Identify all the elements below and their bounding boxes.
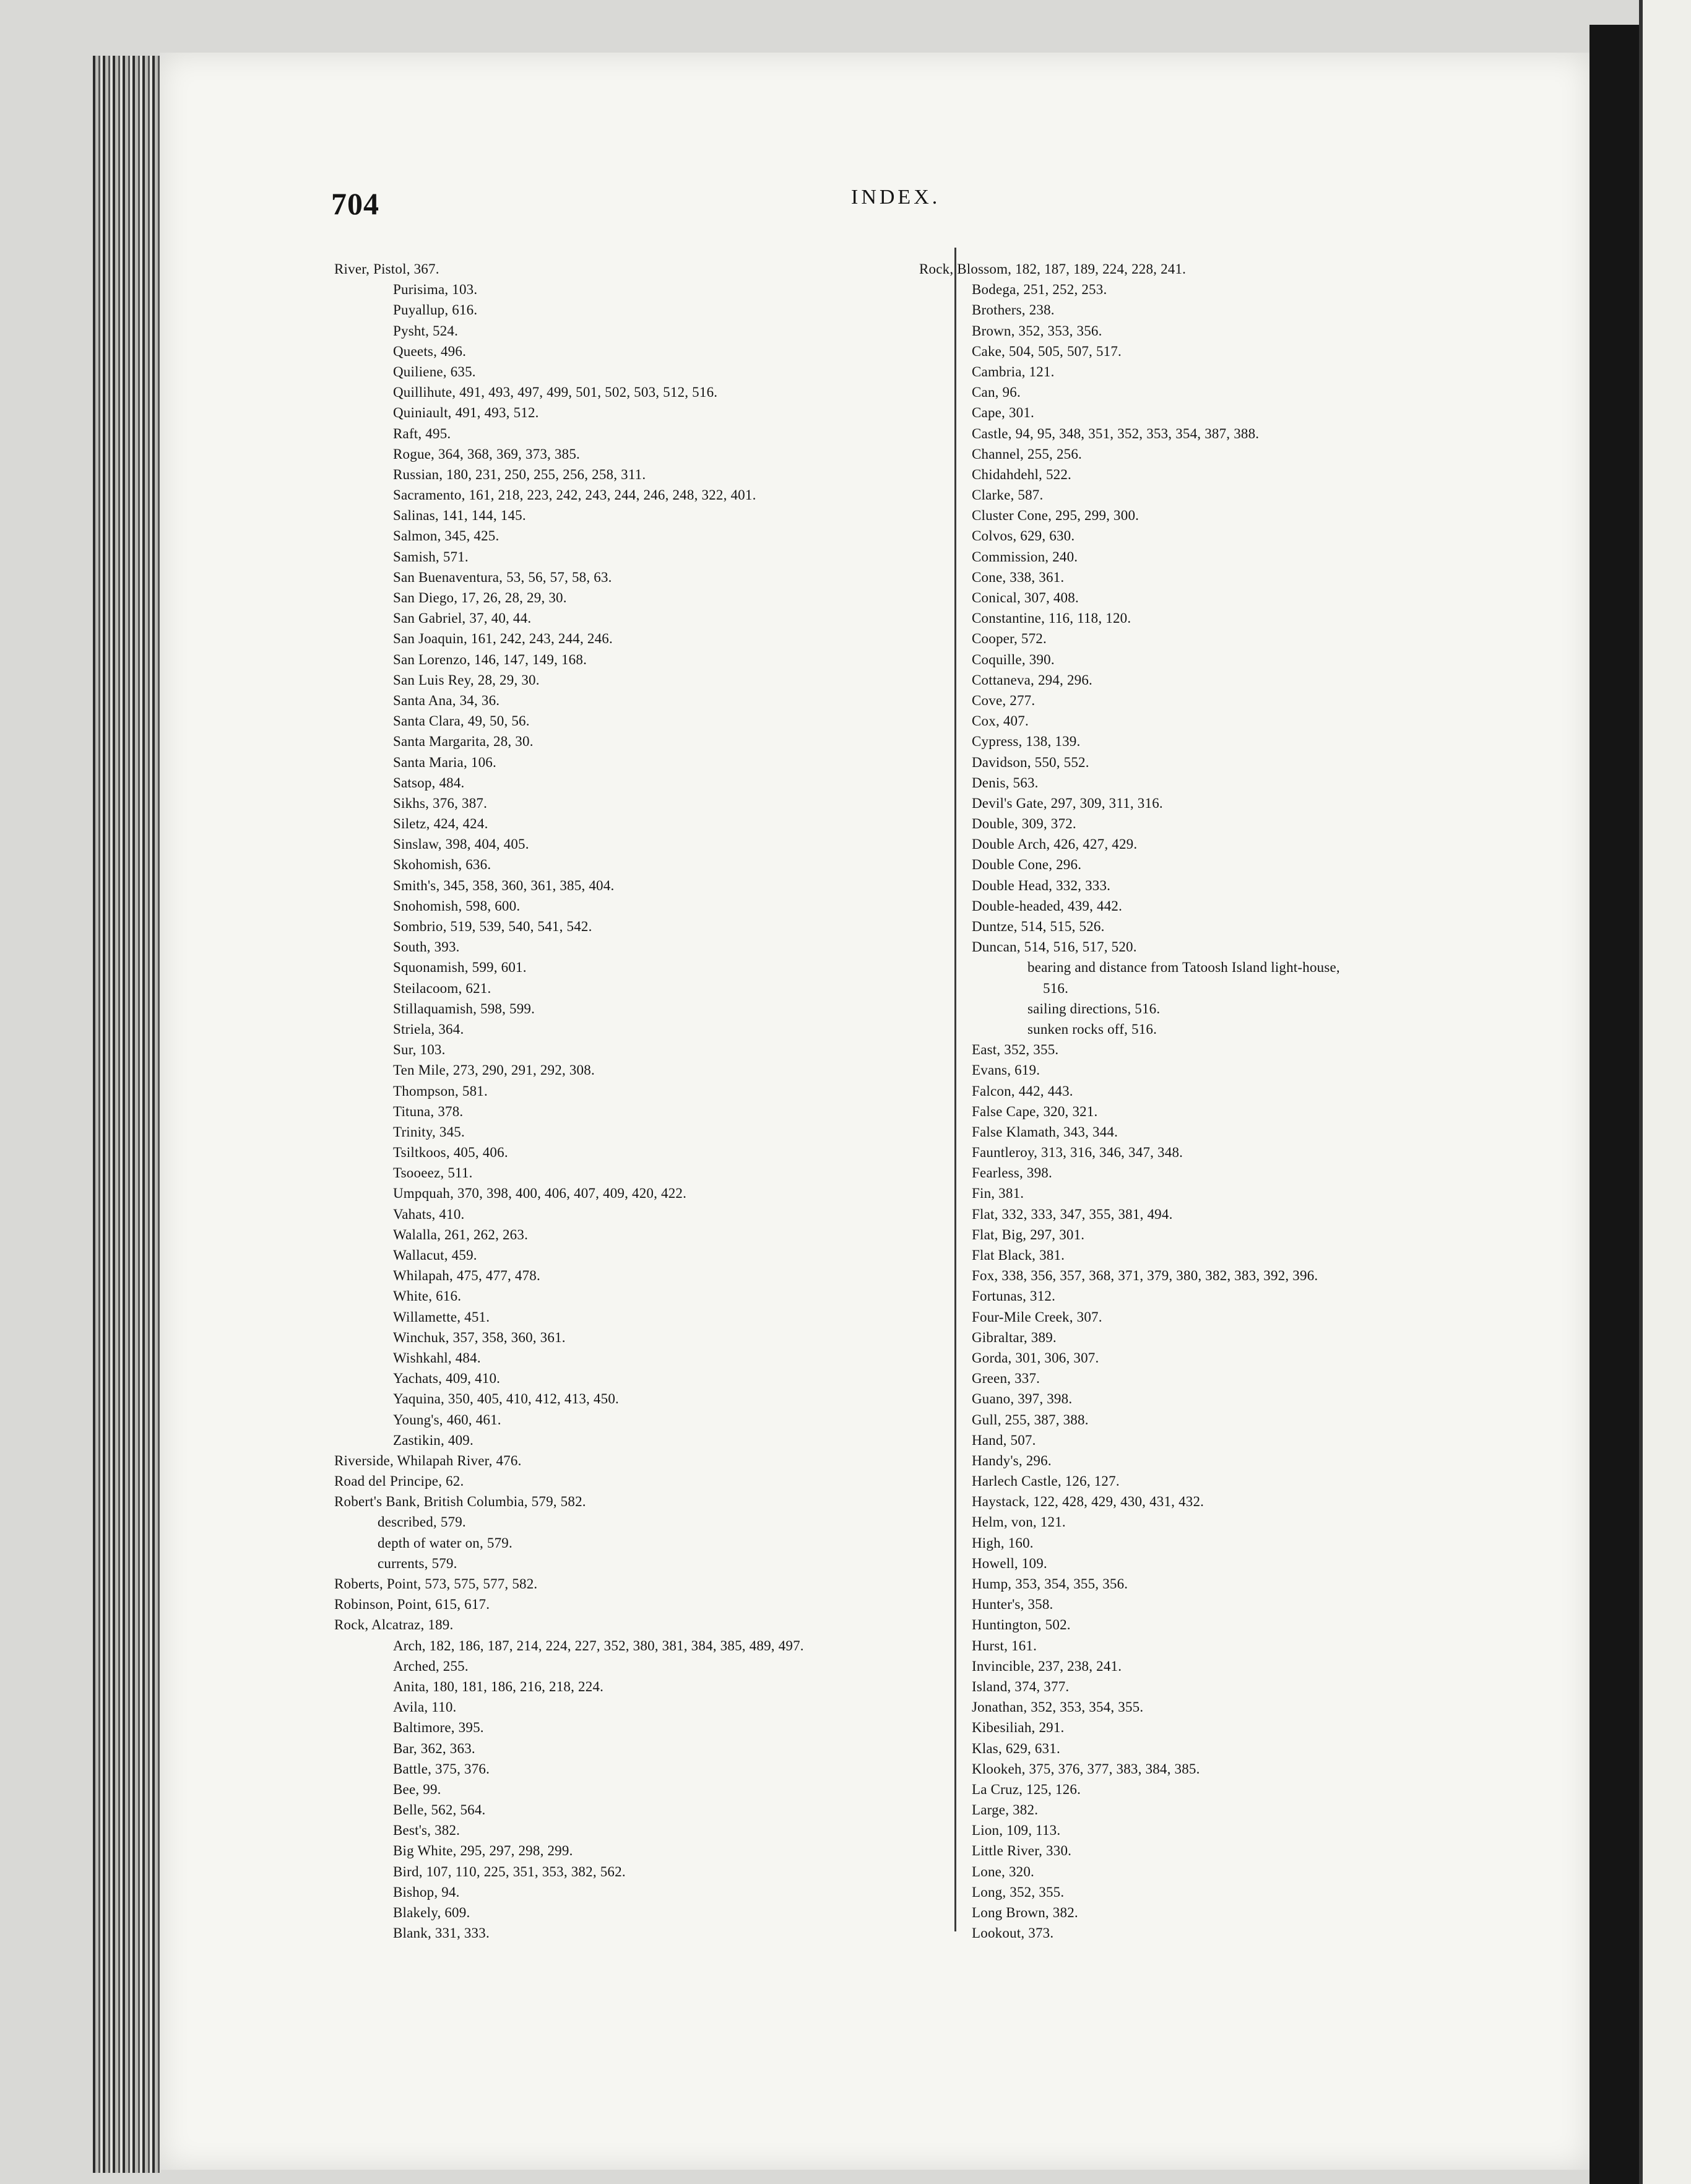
- index-entry: False Klamath, 343, 344.: [972, 1124, 1118, 1140]
- index-entry: Guano, 397, 398.: [972, 1391, 1073, 1407]
- index-entry: Double-headed, 439, 442.: [972, 898, 1123, 914]
- index-entry: Island, 374, 377.: [972, 1678, 1070, 1694]
- index-entry: Klas, 629, 631.: [972, 1740, 1060, 1756]
- index-entry: Hand, 507.: [972, 1432, 1036, 1448]
- index-entry: Fortunas, 312.: [972, 1288, 1056, 1304]
- index-entry: Zastikin, 409.: [393, 1432, 474, 1448]
- index-entry: Cape, 301.: [972, 405, 1035, 421]
- index-entry: Commission, 240.: [972, 548, 1078, 565]
- index-entry: Yachats, 409, 410.: [393, 1371, 501, 1387]
- index-entry: sunken rocks off, 516.: [1027, 1021, 1157, 1037]
- index-entry: Conical, 307, 408.: [972, 590, 1079, 605]
- book-gutter-shadow: [1589, 25, 1639, 2184]
- index-entry: Duncan, 514, 516, 517, 520.: [972, 939, 1137, 955]
- index-entry: San Buenaventura, 53, 56, 57, 58, 63.: [393, 569, 612, 585]
- index-entry: Long, 352, 355.: [972, 1884, 1065, 1900]
- index-entry: Kibesiliah, 291.: [972, 1720, 1065, 1736]
- index-entry: Bodega, 251, 252, 253.: [972, 282, 1107, 298]
- index-entry: Cooper, 572.: [972, 631, 1047, 647]
- index-entry: Cambria, 121.: [972, 363, 1055, 379]
- index-entry: described, 579.: [378, 1514, 466, 1530]
- index-entry: Tsiltkoos, 405, 406.: [393, 1145, 508, 1161]
- index-entry: Yaquina, 350, 405, 410, 412, 413, 450.: [393, 1391, 619, 1407]
- index-entry: Robinson, Point, 615, 617.: [334, 1597, 490, 1613]
- index-entry: Ten Mile, 273, 290, 291, 292, 308.: [393, 1062, 595, 1078]
- index-entry: Willamette, 451.: [393, 1309, 490, 1325]
- index-entry: Sacramento, 161, 218, 223, 242, 243, 244, 246, 248, 322, 401.: [393, 487, 756, 503]
- index-entry: Rock, Blossom, 182, 187, 189, 224, 228, 241.: [919, 261, 1187, 277]
- index-entry: Sur, 103.: [393, 1042, 446, 1058]
- index-entry: Snohomish, 598, 600.: [393, 898, 521, 914]
- index-entry: Wishkahl, 484.: [393, 1350, 481, 1366]
- index-entry: Bishop, 94.: [393, 1884, 460, 1900]
- index-entry: La Cruz, 125, 126.: [972, 1781, 1081, 1797]
- index-entry: Stillaquamish, 598, 599.: [393, 1000, 535, 1016]
- index-entry: Vahats, 410.: [393, 1206, 465, 1222]
- index-entry: Fin, 381.: [972, 1185, 1024, 1202]
- index-entry: Santa Ana, 34, 36.: [393, 692, 500, 708]
- index-entry: Klookeh, 375, 376, 377, 383, 384, 385.: [972, 1761, 1200, 1777]
- index-entry: Blank, 331, 333.: [393, 1925, 490, 1941]
- index-entry: Bar, 362, 363.: [393, 1740, 475, 1756]
- index-entry: Satsop, 484.: [393, 774, 465, 791]
- index-entry: Duntze, 514, 515, 526.: [972, 919, 1105, 934]
- index-entry: Belle, 562, 564.: [393, 1802, 486, 1818]
- index-entry: South, 393.: [393, 939, 460, 955]
- index-entry: Fox, 338, 356, 357, 368, 371, 379, 380, 382, 383, 392, 396.: [972, 1268, 1318, 1284]
- index-entry: Puyallup, 616.: [393, 302, 478, 318]
- index-entry: White, 616.: [393, 1288, 462, 1304]
- index-entry: Four-Mile Creek, 307.: [972, 1309, 1102, 1325]
- index-entry: Whilapah, 475, 477, 478.: [393, 1268, 540, 1284]
- index-entry: San Lorenzo, 146, 147, 149, 168.: [393, 651, 587, 667]
- index-entry: East, 352, 355.: [972, 1042, 1059, 1058]
- index-entry: Anita, 180, 181, 186, 216, 218, 224.: [393, 1678, 604, 1694]
- index-entry: Colvos, 629, 630.: [972, 528, 1075, 544]
- index-entry: Davidson, 550, 552.: [972, 754, 1089, 770]
- index-entry: Falcon, 442, 443.: [972, 1083, 1073, 1099]
- index-entry: Samish, 571.: [393, 548, 469, 565]
- index-entry: Santa Margarita, 28, 30.: [393, 734, 534, 750]
- index-entry: Tituna, 378.: [393, 1103, 464, 1119]
- page-number: 704: [331, 186, 379, 221]
- index-entry: Cox, 407.: [972, 713, 1029, 729]
- index-entry: Road del Principe, 62.: [334, 1473, 464, 1489]
- index-entry: High, 160.: [972, 1535, 1034, 1551]
- index-entry: Blakely, 609.: [393, 1905, 470, 1920]
- index-entry: Invincible, 237, 238, 241.: [972, 1658, 1122, 1674]
- index-entry: San Joaquin, 161, 242, 243, 244, 246.: [393, 631, 613, 647]
- index-entry: currents, 579.: [378, 1555, 457, 1571]
- index-entry: Flat, 332, 333, 347, 355, 381, 494.: [972, 1206, 1173, 1222]
- index-column-right: [919, 259, 1575, 1943]
- index-entry: Quiniault, 491, 493, 512.: [393, 405, 539, 421]
- index-entry: Queets, 496.: [393, 343, 467, 359]
- index-entry: Long Brown, 382.: [972, 1905, 1078, 1920]
- facing-page-edge: [1639, 0, 1691, 2184]
- index-entry: Salmon, 345, 425.: [393, 528, 500, 544]
- index-entry: Lookout, 373.: [972, 1925, 1054, 1941]
- index-entry: Arch, 182, 186, 187, 214, 224, 227, 352, 380, 381, 384, 385, 489, 497.: [393, 1637, 804, 1653]
- index-entry: Squonamish, 599, 601.: [393, 960, 527, 976]
- index-entry: Rogue, 364, 368, 369, 373, 385.: [393, 446, 580, 462]
- index-entry: Wallacut, 459.: [393, 1247, 477, 1263]
- index-entry: Helm, von, 121.: [972, 1514, 1066, 1530]
- index-entry: Gorda, 301, 306, 307.: [972, 1350, 1099, 1366]
- index-entry: Green, 337.: [972, 1371, 1040, 1387]
- index-entry: Denis, 563.: [972, 774, 1039, 791]
- index-entry: False Cape, 320, 321.: [972, 1103, 1098, 1119]
- index-entry: Avila, 110.: [393, 1699, 457, 1715]
- book-page-edges: [93, 56, 161, 2173]
- index-entry: Fauntleroy, 313, 316, 346, 347, 348.: [972, 1145, 1183, 1161]
- index-entry: Devil's Gate, 297, 309, 311, 316.: [972, 795, 1163, 811]
- index-entry: Walalla, 261, 262, 263.: [393, 1226, 529, 1242]
- index-entry: Santa Maria, 106.: [393, 754, 496, 770]
- index-entry: Channel, 255, 256.: [972, 446, 1082, 462]
- index-entry: Robert's Bank, British Columbia, 579, 582.: [334, 1494, 586, 1510]
- index-entry: bearing and distance from Tatoosh Island light-house,: [1027, 960, 1340, 976]
- index-entry: River, Pistol, 367.: [334, 261, 439, 277]
- index-entry: Pysht, 524.: [393, 323, 459, 339]
- index-entry: Flat Black, 381.: [972, 1247, 1065, 1263]
- index-entry: Clarke, 587.: [972, 487, 1044, 503]
- index-entry: Trinity, 345.: [393, 1124, 465, 1140]
- index-entry: Baltimore, 395.: [393, 1720, 484, 1736]
- index-entry: Purisima, 103.: [393, 282, 478, 298]
- index-entry: Smith's, 345, 358, 360, 361, 385, 404.: [393, 877, 615, 893]
- index-entry: Riverside, Whilapah River, 476.: [334, 1452, 522, 1468]
- index-entry: Arched, 255.: [393, 1658, 469, 1674]
- index-entry: San Gabriel, 37, 40, 44.: [393, 610, 532, 626]
- index-entry: 516.: [1043, 980, 1069, 996]
- index-entry: Salinas, 141, 144, 145.: [393, 508, 526, 524]
- index-entry: Skohomish, 636.: [393, 857, 491, 873]
- index-entry: Sikhs, 376, 387.: [393, 795, 488, 811]
- index-entry: Winchuk, 357, 358, 360, 361.: [393, 1329, 566, 1345]
- index-entry: Evans, 619.: [972, 1062, 1040, 1078]
- index-entry: Huntington, 502.: [972, 1617, 1071, 1633]
- index-entry: Flat, Big, 297, 301.: [972, 1226, 1085, 1242]
- index-entry: Cottaneva, 294, 296.: [972, 672, 1092, 688]
- index-entry: Sinslaw, 398, 404, 405.: [393, 836, 529, 852]
- index-entry: San Luis Rey, 28, 29, 30.: [393, 672, 540, 688]
- index-entry: Gull, 255, 387, 388.: [972, 1411, 1089, 1428]
- index-entry: Brown, 352, 353, 356.: [972, 323, 1102, 339]
- index-entry: Brothers, 238.: [972, 302, 1055, 318]
- index-entry: Cove, 277.: [972, 692, 1036, 708]
- index-entry: Raft, 495.: [393, 425, 451, 441]
- index-entry: depth of water on, 579.: [378, 1535, 512, 1551]
- index-entry: Rock, Alcatraz, 189.: [334, 1617, 454, 1633]
- index-entry: Little River, 330.: [972, 1843, 1072, 1859]
- index-entry: Fearless, 398.: [972, 1165, 1052, 1181]
- index-entry: San Diego, 17, 26, 28, 29, 30.: [393, 590, 567, 605]
- index-entry: Striela, 364.: [393, 1021, 464, 1037]
- index-entry: Battle, 375, 376.: [393, 1761, 490, 1777]
- index-entry: Hurst, 161.: [972, 1637, 1037, 1653]
- index-entry: Harlech Castle, 126, 127.: [972, 1473, 1120, 1489]
- index-entry: Umpquah, 370, 398, 400, 406, 407, 409, 420, 422.: [393, 1185, 687, 1202]
- index-entry: Gibraltar, 389.: [972, 1329, 1057, 1345]
- index-entry: Large, 382.: [972, 1802, 1039, 1818]
- index-entry: Double Arch, 426, 427, 429.: [972, 836, 1138, 852]
- index-entry: Can, 96.: [972, 384, 1021, 401]
- index-entry: Chidahdehl, 522.: [972, 466, 1071, 482]
- index-entry: Jonathan, 352, 353, 354, 355.: [972, 1699, 1144, 1715]
- index-entry: Quiliene, 635.: [393, 363, 476, 379]
- index-entry: Handy's, 296.: [972, 1452, 1052, 1468]
- index-entry: Howell, 109.: [972, 1555, 1047, 1571]
- running-head: INDEX.: [851, 186, 941, 209]
- index-entry: Sombrio, 519, 539, 540, 541, 542.: [393, 919, 592, 934]
- index-entry: Tsooeez, 511.: [393, 1165, 473, 1181]
- index-entry: Siletz, 424, 424.: [393, 816, 488, 832]
- index-entry: Hump, 353, 354, 355, 356.: [972, 1576, 1128, 1592]
- index-entry: Double, 309, 372.: [972, 816, 1076, 832]
- index-entry: Cake, 504, 505, 507, 517.: [972, 343, 1122, 359]
- index-entry: Castle, 94, 95, 348, 351, 352, 353, 354, 387, 388.: [972, 425, 1260, 441]
- index-entry: Haystack, 122, 428, 429, 430, 431, 432.: [972, 1494, 1204, 1510]
- index-entry: Big White, 295, 297, 298, 299.: [393, 1843, 573, 1859]
- index-entry: Russian, 180, 231, 250, 255, 256, 258, 311.: [393, 466, 646, 482]
- index-column-left: [334, 259, 935, 1943]
- index-entry: Constantine, 116, 118, 120.: [972, 610, 1131, 626]
- index-entry: Coquille, 390.: [972, 651, 1055, 667]
- index-entry: Hunter's, 358.: [972, 1597, 1053, 1613]
- index-entry: Steilacoom, 621.: [393, 980, 491, 996]
- index-entry: Lone, 320.: [972, 1863, 1035, 1879]
- index-entry: Young's, 460, 461.: [393, 1411, 501, 1428]
- index-entry: Quillihute, 491, 493, 497, 499, 501, 502, 503, 512, 516.: [393, 384, 718, 401]
- index-entry: Cypress, 138, 139.: [972, 734, 1081, 750]
- index-entry: Lion, 109, 113.: [972, 1822, 1061, 1839]
- index-entry: Bird, 107, 110, 225, 351, 353, 382, 562.: [393, 1863, 626, 1879]
- index-entry: Roberts, Point, 573, 575, 577, 582.: [334, 1576, 538, 1592]
- index-entry: Double Cone, 296.: [972, 857, 1082, 873]
- index-entry: Cluster Cone, 295, 299, 300.: [972, 508, 1140, 524]
- index-entry: Best's, 382.: [393, 1822, 461, 1839]
- index-entry: Cone, 338, 361.: [972, 569, 1065, 585]
- index-entry: Bee, 99.: [393, 1781, 441, 1797]
- index-entry: Double Head, 332, 333.: [972, 877, 1111, 893]
- index-entry: sailing directions, 516.: [1027, 1000, 1161, 1016]
- index-entry: Santa Clara, 49, 50, 56.: [393, 713, 530, 729]
- index-entry: Thompson, 581.: [393, 1083, 488, 1099]
